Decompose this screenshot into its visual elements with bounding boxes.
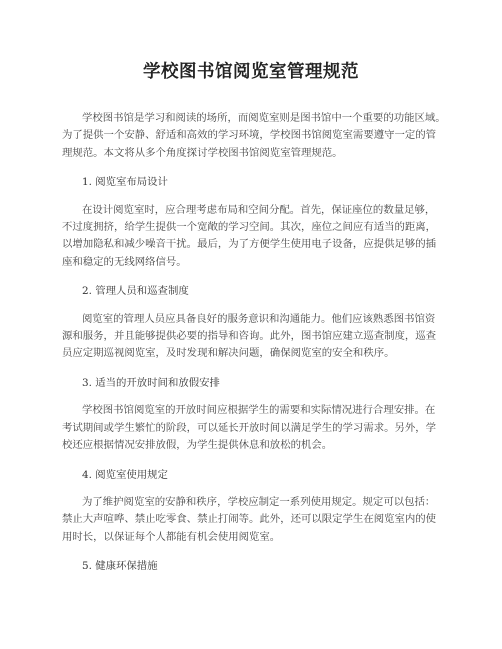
text-line: 为了维护阅览室的安静和秩序，学校应制定一系列使用规定。规定可以包括：	[82, 495, 436, 508]
text-line: 禁止大声喧哗、禁止吃零食、禁止打闹等。此外，还可以限定学生在阅览室内的使	[62, 513, 437, 526]
text-line: 考试期间或学生繁忙的阶段，可以延长开放时间以满足学生的学习需求。另外，学	[62, 421, 437, 434]
section-paragraph	[62, 311, 440, 363]
section-heading: 4. 阅览室使用规定	[82, 468, 168, 481]
text-line: 不过度拥挤，给学生提供一个宽敞的学习空间。其次，座位之间应有适当的距离，	[62, 221, 437, 234]
text-line: 以增加隐私和减少噪音干扰。最后，为了方便学生使用电子设备，应提供足够的插	[62, 238, 437, 251]
text-line: 源和服务，并且能够提供必要的指导和咨询。此外，图书馆应建立巡查制度，巡查	[62, 330, 437, 343]
text-line: 为了提供一个安静、舒适和高效的学习环境，学校图书馆阅览室需要遵守一定的管	[62, 129, 437, 142]
text-line: 用时长，以保证每个人都能有机会使用阅览室。	[62, 530, 281, 543]
text-line: 学校图书馆阅览室的开放时间应根据学生的需要和实际情况进行合理安排。在	[82, 404, 436, 417]
text-line: 员应定期巡视阅览室，及时发现和解决问题，确保阅览室的安全和秩序。	[62, 347, 395, 360]
section-heading: 2. 管理人员和巡查制度	[82, 285, 189, 298]
intro-paragraph	[62, 110, 446, 162]
text-line: 座和稳定的无线网络信号。	[62, 255, 187, 268]
section-heading: 5. 健康环保措施	[82, 560, 158, 573]
document-title: 学校图书馆阅览室管理规范	[143, 62, 359, 82]
section-paragraph	[62, 402, 440, 454]
text-line: 学校图书馆是学习和阅读的场所，而阅览室则是图书馆中一个重要的功能区域。	[82, 112, 446, 124]
text-line: 阅览室的管理人员应具备良好的服务意识和沟通能力。他们应该熟悉图书馆资	[82, 312, 436, 325]
text-line: 校还应根据情况安排放假，为学生提供休息和放松的机会。	[62, 439, 333, 452]
section-paragraph	[62, 494, 440, 546]
section-heading: 3. 适当的开放时间和放假安排	[82, 376, 220, 389]
section-heading: 1. 阅览室布局设计	[82, 176, 168, 189]
text-line: 理规范。本文将从多个角度探讨学校图书馆阅览室管理规范。	[62, 146, 343, 159]
text-line: 在设计阅览室时，应合理考虑布局和空间分配。首先，保证座位的数量足够，	[82, 203, 436, 216]
section-paragraph	[62, 202, 440, 272]
